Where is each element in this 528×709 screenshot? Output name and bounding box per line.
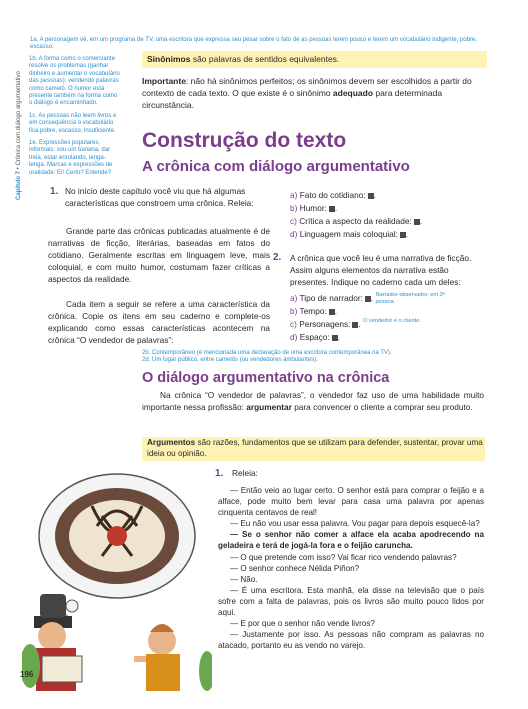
answer-square-icon (352, 322, 358, 328)
synonyms-text: são palavras de sentidos equivalentes. (190, 54, 340, 64)
dialog-line: — Se o senhor não comer a alface ela acaba apodrecendo na geladeira e terá de jogá-la fora e o feijão caruncha. (218, 530, 484, 551)
item-text: Crítica a aspecto da realidade: (299, 216, 412, 226)
list-item: b) Humor: . (290, 203, 338, 213)
section-heading: Construção do texto (142, 129, 347, 152)
quote-paragraph: Grande parte das crônicas publicadas atualmente é de narrativas de ficção, literárias, baseadas em fatos do cotidiano. Geralmente escritas em linguagem leve, mais coloquial, e com muito humor, costumam fazer críticas a aspectos da realidade. (48, 226, 270, 284)
list-item: a) Fato do cotidiano: . (290, 190, 376, 200)
question-2-items (290, 292, 490, 344)
item-text: Espaço: (299, 332, 330, 342)
answer-square-icon (414, 219, 420, 225)
answer-1a: 1a. A personagem vê, em um programa de TV, uma escritora que expressa seu pesar sobre o fato de as pessoas lerem pouco e terem um vocabulário indigente, pobre, escasso. (30, 37, 477, 51)
dialog-excerpt (218, 485, 484, 651)
answer-2c: O vendedor e o cliente. (363, 318, 421, 324)
answer-2b: 2b. Contemporâneo (é mencionada uma declaração de uma escritora contemporânea na TV). (142, 350, 392, 356)
item-text: Tempo: (299, 306, 327, 316)
item-letter: b) (290, 203, 298, 213)
item-text: Linguagem mais coloquial: (299, 229, 398, 239)
item-letter: d) (290, 229, 298, 239)
dialog-line: — O senhor conhece Nélida Piñon? (230, 563, 360, 573)
side-answers (29, 56, 121, 182)
answer-2d: 2d. Um lugar público, entre camelôs (ou vendedores ambulantes). (142, 357, 318, 364)
vendor-illustration (22, 466, 212, 691)
item-letter: c) (290, 216, 297, 226)
synonyms-definition-box (142, 51, 487, 68)
list-item: a) Tipo de narrador: . Narrador-observador, em 3ª pessoa. (290, 292, 445, 305)
item-text: Tipo de narrador: (299, 293, 363, 303)
list-item: c) Personagens: . O vendedor e o cliente. (290, 318, 421, 329)
item-letter: a) (290, 190, 298, 200)
chapter-label: Capítulo 7 (16, 170, 22, 200)
question-1-text: No início deste capítulo você viu que há algumas características que constroem uma crônica. Releia: (65, 186, 254, 208)
dialog-line: — E por que o senhor não vende livros? (230, 619, 375, 629)
answer-square-icon (365, 296, 371, 302)
answer-2a: Narrador-observador, em 3ª pessoa. (375, 292, 445, 305)
cronica-paragraph (142, 389, 484, 413)
instruction-paragraph: Cada item a seguir se refere a uma característica da crônica. Copie os itens em seu caderno e complete-os explicando como essas características acontecem na crônica “O vendedor de palavras”: (48, 299, 270, 345)
argumentos-term: Argumentos (147, 438, 196, 447)
list-item: b) Tempo: . (290, 306, 338, 316)
importante-text-end: para determinada circunstância. (142, 88, 443, 110)
item-letter: b) (290, 306, 298, 316)
argumentos-definition-box (142, 437, 485, 461)
releia-label: Releia: (232, 468, 258, 478)
subsection-heading: A crônica com diálogo argumentativo (142, 158, 410, 175)
item-letter: a) (290, 293, 298, 303)
answer-1e: 1e. Expressões populares, informais: sou um banana, dar trela, estar enrolando, lenga-lenga. Marcas e expressões de oralidade: Ei! Certo? Entende? (29, 140, 113, 176)
question-1-number: 1. (50, 186, 59, 197)
item-text: Personagens: (299, 319, 351, 329)
question-1-items (290, 189, 490, 241)
list-item: c) Crítica a aspecto da realidade: . (290, 216, 423, 226)
cronica-bold: argumentar (246, 402, 292, 412)
chapter-title: Crônica com diálogo argumentativo (16, 71, 22, 166)
section-heading-dialogo: O diálogo argumentativo na crônica (142, 370, 390, 386)
synonyms-term: Sinônimos (147, 54, 191, 64)
dialog-line: — Justamente por isso. As pessoas não compram as palavras no atacado, portanto eu as vendo no varejo. (218, 630, 484, 651)
answer-1b: 1b. A forma como o comerciante resolve os problemas (ganhar dinheiro e aumentar o vocabulário das pessoas): vendendo palavras como camelô. O humor está presente também na forma como o diálogo é encaminhado. (29, 56, 120, 107)
dialog-line: — Eu não vou usar essa palavra. Vou pagar para depois esquecê-la? (230, 519, 480, 529)
list-item: d) Espaço: . (290, 332, 340, 342)
answers-2b-2d (142, 350, 462, 365)
item-text: Fato do cotidiano: (299, 190, 366, 200)
importante-text: : não há sinônimos perfeitos; os sinônimos devem ser escolhidos a partir do contexto de cada texto. O que existe é o sinônimo (142, 76, 472, 98)
answer-1c: 1c. As pessoas não leem livros e em consequência o vocabulário fica pobre, escasso, insuficiente. (29, 112, 117, 134)
dialog-line: — O que pretende com isso? Vai ficar rico vendendo palavras? (230, 552, 457, 562)
importante-bold: adequado (332, 88, 374, 98)
answer-square-icon (329, 309, 335, 315)
question-2-number: 2. (273, 252, 282, 263)
answer-square-icon (332, 335, 338, 341)
argumentos-text: são razões, fundamentos que se utilizam para defender, sustentar, provar uma ideia ou opinião. (147, 438, 483, 458)
answer-square-icon (368, 193, 374, 199)
question-2-text: A crônica que você leu é uma narrativa de ficção. Assim alguns elementos da narrativa estão presentes. Indique no caderno cada um deles: (290, 253, 472, 287)
question-1-number-releia: 1. (215, 468, 224, 479)
item-letter: c) (290, 319, 297, 329)
importante-note (142, 75, 484, 111)
list-item: d) Linguagem mais coloquial: . (290, 229, 409, 239)
dialog-line: — Não. (230, 574, 258, 584)
page-number: 196 (20, 670, 34, 679)
answer-square-icon (400, 232, 406, 238)
dialog-line: — É uma escritora. Esta manhã, ela disse na televisão que o país sofre com a falta de palavras, pois os livros são muito pouco lidos por aqui. (218, 585, 484, 618)
answer-square-icon (329, 206, 335, 212)
item-text: Humor: (299, 203, 327, 213)
item-letter: d) (290, 332, 298, 342)
cronica-text: Na crônica “O vendedor de palavras”, o vendedor faz uso de uma habilidade muito importante nessa profissão: (142, 390, 484, 412)
importante-label: Importante (142, 76, 186, 86)
chapter-vertical-label: Capítulo 7 • Crônica com diálogo argumentativo (16, 71, 22, 200)
dialog-line: — Então veio ao lugar certo. O senhor está para comprar o feijão e a alface, pode muito bem levar para casa uma palavra por apenas cinquenta centavos de real! (218, 486, 484, 518)
cronica-text-end: para convencer o cliente a comprar seu produto. (291, 402, 473, 412)
